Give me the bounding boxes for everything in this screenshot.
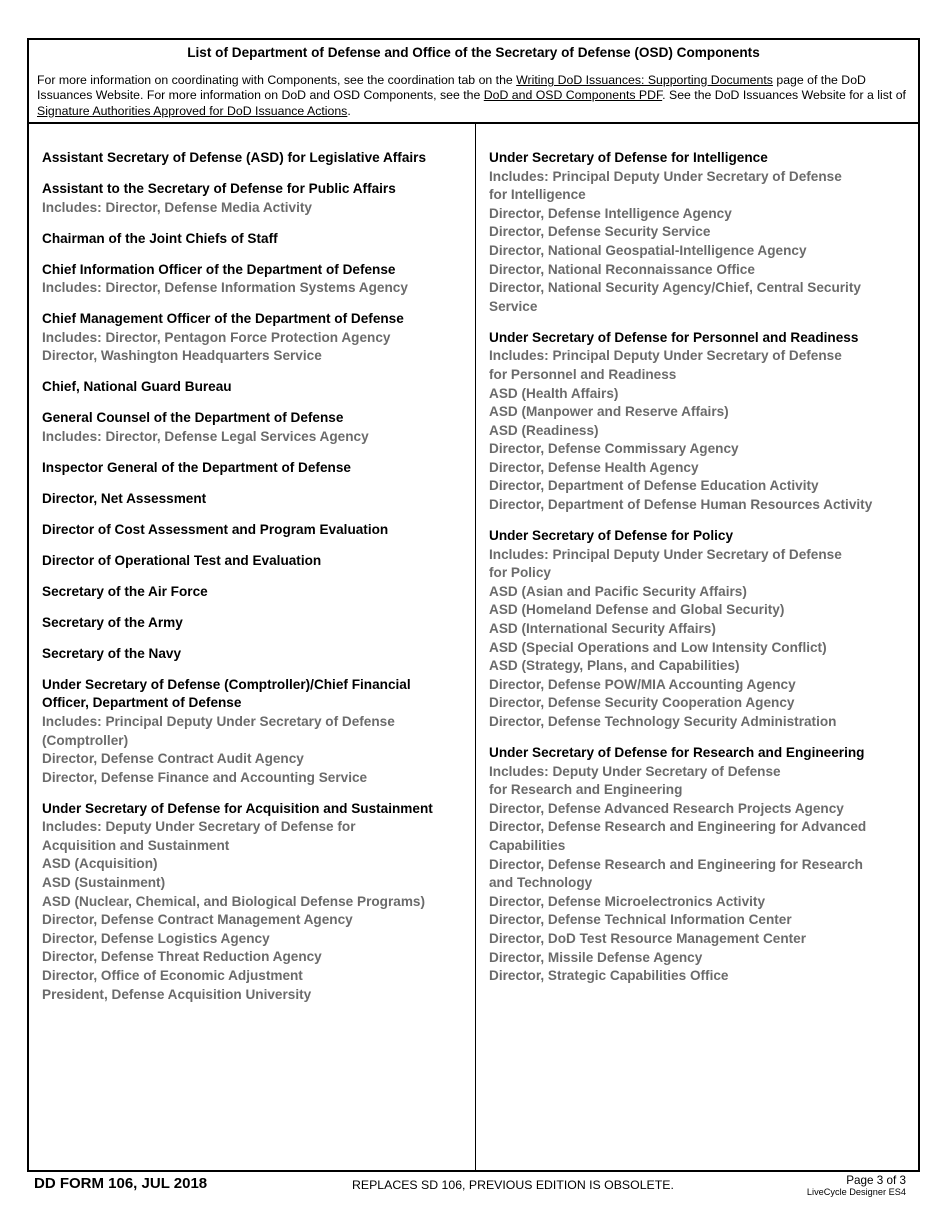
component-group (42, 149, 467, 168)
component-heading: Secretary of the Navy (42, 645, 182, 661)
sub-component: Includes: Principal Deputy Under Secretary of Defense (489, 546, 842, 562)
component-heading: Under Secretary of Defense for Acquisition and Sustainment (42, 800, 433, 816)
sub-component: ASD (Health Affairs) (489, 385, 619, 401)
component-group (42, 521, 467, 540)
sub-component: Director, Defense Intelligence Agency (489, 205, 732, 221)
component-heading: Assistant to the Secretary of Defense for Public Affairs (42, 180, 396, 196)
component-heading: Under Secretary of Defense for Personnel and Readiness (489, 329, 859, 345)
sub-component: Director, National Security Agency/Chief, Central Security (489, 280, 861, 296)
component-heading: Director, Net Assessment (42, 490, 207, 506)
component-heading: Officer, Department of Defense (42, 695, 242, 711)
sub-component: Director, Defense POW/MIA Accounting Agency (489, 676, 796, 692)
sub-component: ASD (Nuclear, Chemical, and Biological Defense Programs) (42, 893, 426, 909)
sub-component: Director, Defense Security Service (489, 224, 711, 240)
page-number: Page 3 of 3 (846, 1174, 906, 1187)
component-heading: Under Secretary of Defense for Policy (489, 528, 734, 544)
sub-component: Includes: Director, Defense Information Systems Agency (42, 280, 408, 296)
component-group (42, 583, 467, 602)
sub-component: ASD (Strategy, Plans, and Capabilities) (489, 658, 740, 674)
replaces-notice: REPLACES SD 106, PREVIOUS EDITION IS OBSOLETE. (352, 1178, 674, 1192)
form-header (29, 40, 918, 124)
signature-authorities-link[interactable]: Signature Authorities Approved for DoD Issuance Actions (37, 103, 348, 118)
component-group (42, 614, 467, 633)
sub-component: ASD (Sustainment) (42, 875, 166, 891)
sub-component: Director, Defense Technology Security Administration (489, 714, 837, 729)
component-heading: Chairman of the Joint Chiefs of Staff (42, 230, 278, 246)
component-heading: Under Secretary of Defense for Research and Engineering (489, 744, 865, 760)
form-id: DD FORM 106, JUL 2018 (34, 1175, 208, 1192)
component-group (42, 490, 467, 509)
sub-component: Director, Defense Contract Audit Agency (42, 751, 304, 767)
component-heading: Inspector General of the Department of Defense (42, 459, 351, 475)
sub-component: (Comptroller) (42, 732, 129, 748)
component-group (42, 459, 467, 478)
component-group (42, 800, 467, 1005)
sub-component: Includes: Principal Deputy Under Secretary of Defense (42, 713, 395, 729)
intro-text-3: . See the DoD Issuances Website for a list of (662, 88, 906, 103)
sub-component: Includes: Director, Defense Legal Services Agency (42, 428, 369, 444)
sub-component: Director, Defense Security Cooperation Agency (489, 695, 795, 711)
component-heading: Under Secretary of Defense for Intelligence (489, 150, 768, 165)
sub-component: Director, Washington Headquarters Service (42, 348, 322, 364)
sub-component: Director, Department of Defense Education Activity (489, 478, 819, 494)
left-column (42, 149, 467, 1017)
sub-component: ASD (Asian and Pacific Security Affairs) (489, 583, 747, 599)
component-heading: General Counsel of the Department of Defense (42, 410, 344, 426)
sub-component: for Policy (489, 565, 551, 581)
sub-component: Includes: Director, Pentagon Force Protection Agency (42, 329, 391, 345)
sub-component: Director, DoD Test Resource Management Center (489, 930, 807, 946)
component-heading: Director of Operational Test and Evaluation (42, 552, 322, 568)
sub-component: Includes: Principal Deputy Under Secretary of Defense (489, 348, 842, 364)
intro-paragraph (37, 73, 910, 119)
sub-component: for Intelligence (489, 187, 586, 203)
intro-text-2: page of the DoD Issuances Website. For more information on DoD and OSD Components, see the (37, 73, 866, 103)
intro-text-4: . (347, 103, 351, 118)
sub-component: Director, National Reconnaissance Office (489, 261, 755, 277)
form-footer (0, 1172, 950, 1230)
sub-component: and Technology (489, 875, 593, 891)
sub-component: Director, Defense Logistics Agency (42, 930, 270, 946)
right-column (489, 149, 914, 998)
component-group (489, 527, 914, 732)
page-title: List of Department of Defense and Office of the Secretary of Defense (OSD) Components (187, 45, 760, 60)
component-group (42, 676, 467, 788)
sub-component: Includes: Director, Defense Media Activity (42, 199, 312, 215)
sub-component: Director, Defense Finance and Accounting Service (42, 769, 368, 785)
component-group (489, 329, 914, 515)
component-group (42, 261, 467, 298)
sub-component: Director, Defense Research and Engineering for Research (489, 856, 863, 872)
sub-component: Includes: Principal Deputy Under Secretary of Defense (489, 168, 842, 184)
sub-component: Capabilities (489, 837, 566, 853)
sub-component: Director, Defense Microelectronics Activity (489, 893, 766, 909)
sub-component: ASD (Special Operations and Low Intensity Conflict) (489, 639, 827, 655)
sub-component: Director, Missile Defense Agency (489, 949, 703, 965)
component-heading: Chief Management Officer of the Department of Defense (42, 311, 404, 327)
sub-component: President, Defense Acquisition University (42, 986, 312, 1002)
component-heading: Secretary of the Army (42, 614, 183, 630)
sub-component: Director, Defense Research and Engineering for Advanced (489, 819, 867, 835)
component-group (42, 180, 467, 217)
component-group (489, 744, 914, 986)
writing-issuances-link[interactable]: Writing DoD Issuances: Supporting Documents (516, 73, 773, 87)
designer-note: LiveCycle Designer ES4 (806, 1187, 906, 1197)
component-heading: Secretary of the Air Force (42, 583, 208, 599)
sub-component: Includes: Deputy Under Secretary of Defense for (42, 819, 356, 835)
component-group (42, 378, 467, 397)
sub-component: Director, Office of Economic Adjustment (42, 968, 303, 984)
sub-component: ASD (Manpower and Reserve Affairs) (489, 404, 729, 420)
component-heading: Director of Cost Assessment and Program Evaluation (42, 521, 389, 537)
intro-text-1: For more information on coordinating with Components, see the coordination tab on the (37, 73, 517, 87)
sub-component: Director, National Geospatial-Intelligence Agency (489, 242, 807, 258)
sub-component: Director, Defense Threat Reduction Agency (42, 949, 322, 965)
component-group (42, 645, 467, 664)
component-group (42, 230, 467, 249)
sub-component: Acquisition and Sustainment (42, 837, 230, 853)
component-heading: Chief, National Guard Bureau (42, 379, 232, 395)
sub-component: Director, Defense Advanced Research Projects Agency (489, 800, 844, 816)
sub-component: ASD (Readiness) (489, 422, 599, 438)
sub-component: for Research and Engineering (489, 782, 683, 798)
component-group (42, 409, 467, 446)
form-frame (27, 38, 920, 1172)
component-group (42, 310, 467, 366)
component-group (489, 149, 914, 316)
sub-component: Director, Defense Health Agency (489, 459, 699, 475)
sub-component: Director, Defense Contract Management Agency (42, 912, 353, 928)
column-divider (475, 124, 476, 1170)
components-pdf-link[interactable]: DoD and OSD Components PDF (483, 88, 663, 103)
sub-component: Service (489, 298, 538, 314)
component-heading: Chief Information Officer of the Department of Defense (42, 261, 396, 277)
sub-component: Director, Department of Defense Human Resources Activity (489, 497, 873, 513)
component-group (42, 552, 467, 571)
component-heading: Assistant Secretary of Defense (ASD) for Legislative Affairs (42, 150, 427, 165)
sub-component: Includes: Deputy Under Secretary of Defense (489, 763, 781, 779)
sub-component: Director, Strategic Capabilities Office (489, 968, 729, 984)
sub-component: ASD (International Security Affairs) (489, 621, 716, 637)
sub-component: Director, Defense Technical Information Center (489, 912, 792, 928)
sub-component: Director, Defense Commissary Agency (489, 441, 739, 457)
sub-component: for Personnel and Readiness (489, 366, 677, 382)
component-heading: Under Secretary of Defense (Comptroller)/Chief Financial (42, 676, 411, 692)
sub-component: ASD (Acquisition) (42, 856, 158, 872)
sub-component: ASD (Homeland Defense and Global Security) (489, 602, 785, 618)
